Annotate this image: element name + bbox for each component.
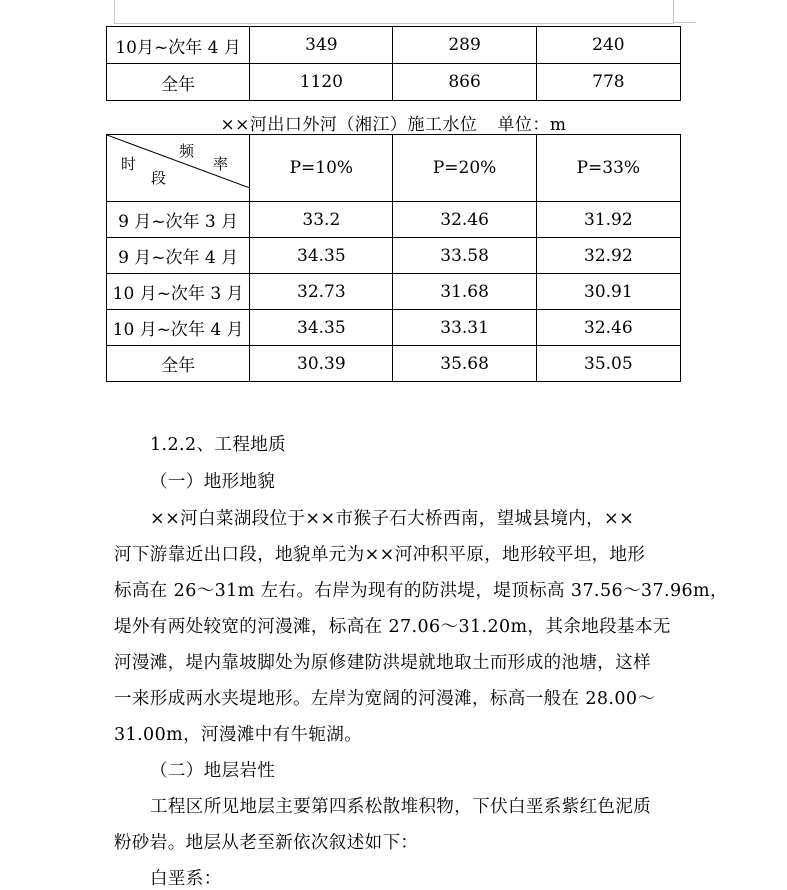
table-cell: 9 月~次年 4 月 xyxy=(107,238,250,274)
page-top-boundary xyxy=(114,0,674,24)
table-cell: 32.92 xyxy=(536,238,680,274)
table-cell: 30.91 xyxy=(536,274,680,310)
caption-title: ××河出口外河（湘江）施工水位 xyxy=(220,115,478,135)
table-cell: 31.68 xyxy=(393,274,536,310)
paragraph-line: 标高在 26～31m 左右。右岸为现有的防洪堤，堤顶标高 37.56～37.96m， xyxy=(114,581,728,601)
table-cell: 10 月~次年 3 月 xyxy=(107,274,250,310)
table-cell: 34.35 xyxy=(250,310,393,346)
table-cell: 32.46 xyxy=(536,310,680,346)
table-cell: 240 xyxy=(536,27,680,64)
flow-table-continued xyxy=(106,26,681,101)
table-cell: 1120 xyxy=(250,64,393,101)
table-header-row xyxy=(107,135,681,202)
table-row xyxy=(107,310,681,346)
subsection-heading: （二）地层岩性 xyxy=(150,761,276,781)
table-cell: 33.31 xyxy=(393,310,536,346)
corner-label-lv: 率 xyxy=(213,155,229,173)
table-row xyxy=(107,346,681,382)
page-margin-rule xyxy=(674,22,696,23)
corner-label-shi: 时 xyxy=(121,155,137,173)
paragraph-line: 一来形成两水夹堤地形。左岸为宽阔的河漫滩，标高一般在 28.00～ xyxy=(114,689,656,709)
column-header: P=10% xyxy=(250,135,393,202)
table-row xyxy=(107,274,681,310)
corner-label-pin: 频 xyxy=(179,142,195,160)
paragraph-line: 工程区所见地层主要第四系松散堆积物，下伏白垩系紫红色泥质 xyxy=(150,797,652,817)
caption-unit: 单位：m xyxy=(497,115,567,135)
diagonal-header-cell xyxy=(107,135,250,202)
table-cell: 10月~次年 4 月 xyxy=(107,27,250,64)
table-cell: 全年 xyxy=(107,346,250,382)
table-cell: 34.35 xyxy=(250,238,393,274)
table-cell: 778 xyxy=(536,64,680,101)
table-cell: 866 xyxy=(393,64,536,101)
table-cell: 32.46 xyxy=(393,202,536,238)
section-heading: 1.2.2、工程地质 xyxy=(150,435,287,455)
table-cell: 35.68 xyxy=(393,346,536,382)
corner-label-duan: 段 xyxy=(151,169,167,187)
table-cell: 33.2 xyxy=(250,202,393,238)
paragraph-line: 河下游靠近出口段，地貌单元为××河冲积平原，地形较平坦，地形 xyxy=(114,545,646,565)
paragraph-line-cut: 白垩系： xyxy=(150,869,222,889)
table-row xyxy=(107,64,681,101)
table-cell: 32.73 xyxy=(250,274,393,310)
table-cell: 35.05 xyxy=(536,346,680,382)
table-row xyxy=(107,27,681,64)
column-header: P=20% xyxy=(393,135,536,202)
table-cell: 349 xyxy=(250,27,393,64)
table-cell: 9 月~次年 3 月 xyxy=(107,202,250,238)
table-cell: 33.58 xyxy=(393,238,536,274)
paragraph-line: 粉砂岩。地层从老至新依次叙述如下： xyxy=(114,833,419,853)
table-cell: 31.92 xyxy=(536,202,680,238)
paragraph-line: ××河白菜湖段位于××市猴子石大桥西南，望城县境内，×× xyxy=(150,509,635,529)
column-header: P=33% xyxy=(536,135,680,202)
table-row xyxy=(107,238,681,274)
paragraph-line: 堤外有两处较宽的河漫滩，标高在 27.06～31.20m，其余地段基本无 xyxy=(114,617,671,637)
table-row xyxy=(107,202,681,238)
table-cell: 30.39 xyxy=(250,346,393,382)
water-level-table xyxy=(106,134,681,382)
table-cell: 10 月~次年 4 月 xyxy=(107,310,250,346)
table-caption xyxy=(106,110,681,135)
table-cell: 全年 xyxy=(107,64,250,101)
subsection-heading: （一）地形地貌 xyxy=(150,472,276,492)
paragraph-line: 河漫滩，堤内靠坡脚处为原修建防洪堤就地取土而形成的池塘，这样 xyxy=(114,653,651,673)
paragraph-line: 31.00m，河漫滩中有牛轭湖。 xyxy=(114,725,363,745)
table-cell: 289 xyxy=(393,27,536,64)
